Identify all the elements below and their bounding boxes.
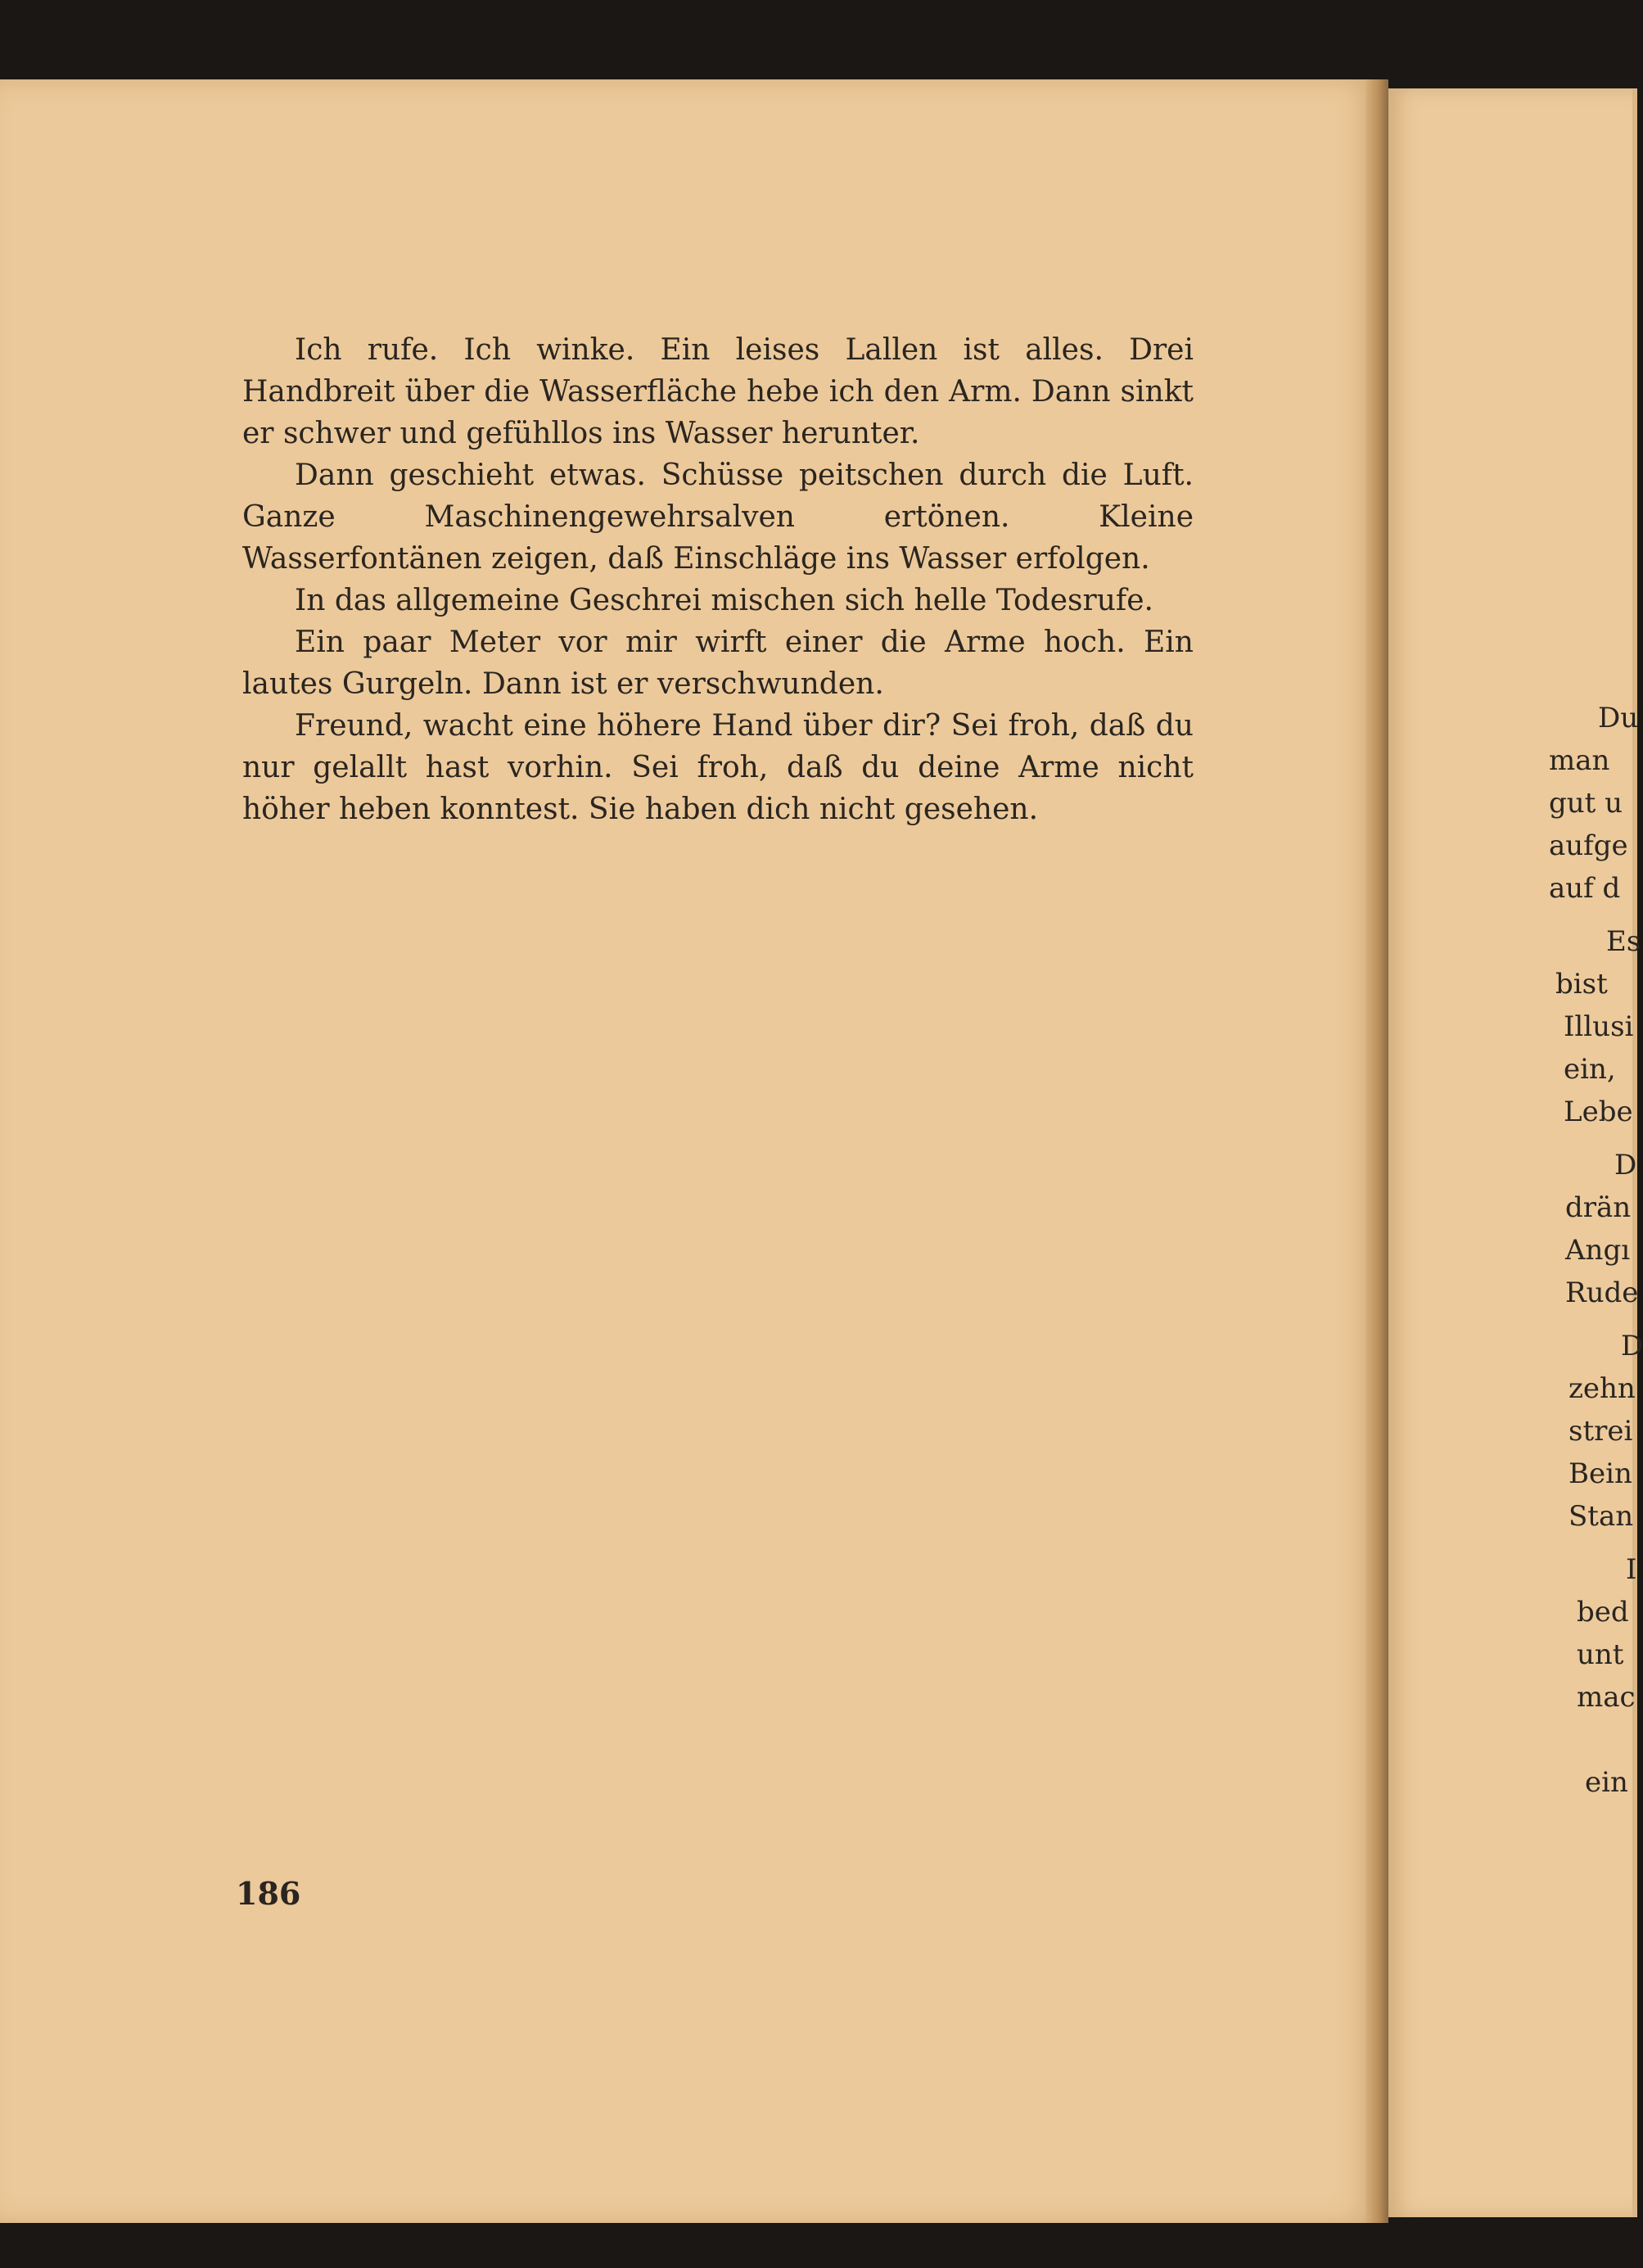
right-line-fragment: ein: [1585, 1766, 1628, 1799]
book-gutter: [1365, 79, 1388, 2223]
right-line-fragment: zehn: [1569, 1372, 1636, 1405]
right-line-fragment: I: [1626, 1553, 1637, 1586]
paragraph: Ich rufe. Ich winke. Ein leises Lallen ist alles. Drei Handbreit über die Wasserfläche hebe ich den Arm. Dann sinkt er schwer und gefühllos ins Wasser herunter.: [242, 333, 1194, 450]
right-line-fragment: Stan: [1569, 1500, 1634, 1533]
right-line-fragment: bed: [1577, 1596, 1629, 1629]
right-line-fragment: D: [1614, 1149, 1637, 1181]
paragraph: Ein paar Meter vor mir wirft einer die Arme hoch. Ein lautes Gurgeln. Dann ist er verschwunden.: [242, 626, 1194, 701]
right-line-fragment: ein,: [1564, 1053, 1616, 1086]
right-line-fragment: aufge: [1549, 829, 1628, 862]
paragraph: Dann geschieht etwas. Schüsse peitschen durch die Luft. Ganze Maschinengewehrsalven ertönen. Kleine Wasserfontänen zeigen, daß Einschläge ins Wasser erfolgen.: [242, 459, 1194, 576]
right-line-fragment: Rude: [1565, 1276, 1639, 1309]
right-line-fragment: Du: [1598, 702, 1639, 734]
paragraph: Freund, wacht eine höhere Hand über dir? Sei froh, daß du nur gelallt hast vorhin. Sei froh, daß du deine Arme nicht höher heben konntest. Sie haben dich nicht gesehen.: [242, 709, 1194, 826]
right-line-fragment: [1536, 1719, 1637, 1761]
right-line-fragment: bist: [1555, 968, 1608, 1001]
right-line-fragment: Lebe: [1564, 1096, 1633, 1128]
right-line-fragment: unt: [1577, 1638, 1624, 1671]
right-line-fragment: strei: [1569, 1415, 1633, 1448]
paragraph: In das allgemeine Geschrei mischen sich helle Todesrufe.: [295, 584, 1153, 617]
left-page-body-text: [242, 329, 1194, 830]
right-line-fragment: Bein: [1569, 1457, 1632, 1490]
right-line-fragment: auf d: [1549, 872, 1621, 905]
right-line-fragment: mac: [1577, 1681, 1636, 1714]
right-line-fragment: Angı: [1565, 1234, 1631, 1267]
right-line-fragment: gut u: [1549, 787, 1623, 820]
page-number: 186: [236, 1875, 301, 1912]
right-line-fragment: D: [1621, 1330, 1643, 1362]
right-line-fragment: Es: [1606, 925, 1641, 958]
right-line-fragment: Illusi: [1564, 1010, 1634, 1043]
right-line-fragment: man: [1549, 744, 1610, 777]
right-page-text-fragments: [1536, 697, 1643, 1804]
right-line-fragment: drän: [1565, 1191, 1632, 1224]
